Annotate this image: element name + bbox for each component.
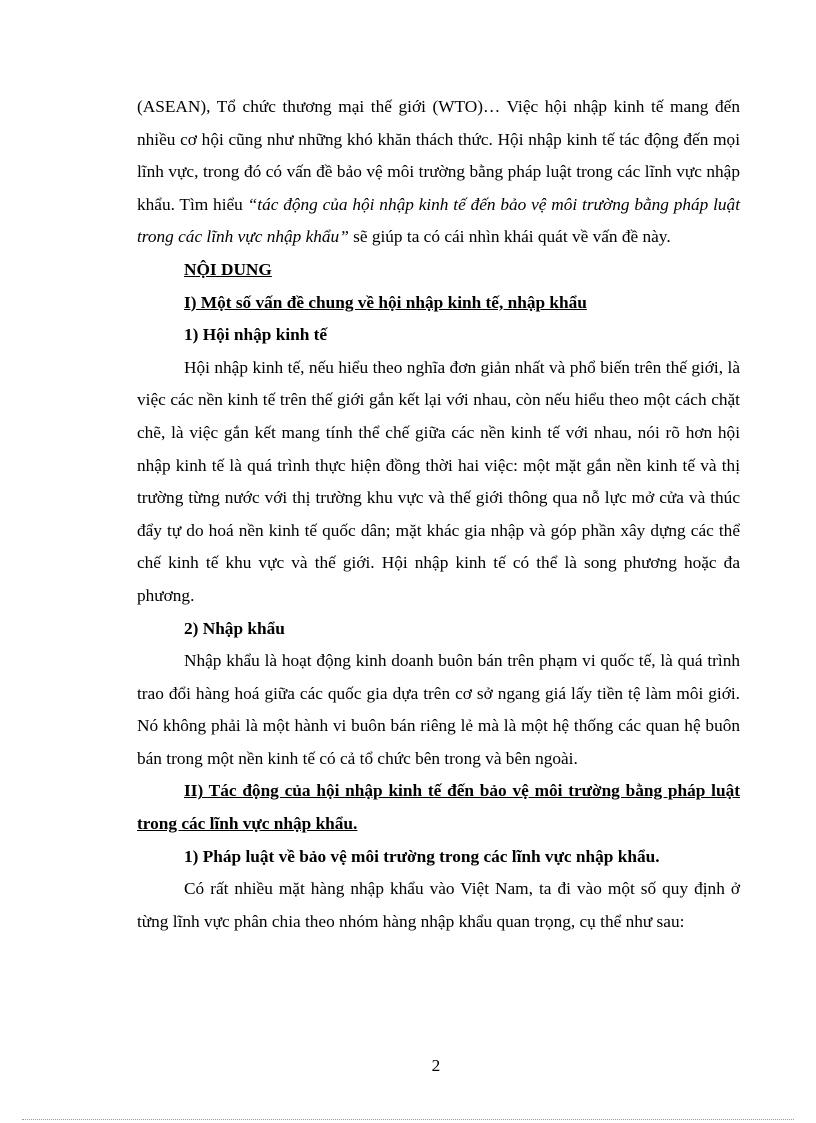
page-bottom-divider (22, 1119, 794, 1120)
section1-sub1-body: Hội nhập kinh tế, nếu hiểu theo nghĩa đơn giản nhất và phổ biến trên thế giới, là việc các nền kinh tế trên thế giới gắn kết lại với nhau, còn nếu hiểu theo một cách chặt chẽ, là việc gắn kết mang tính thể chế giữa các nền kinh tế với nhau, nói rõ hơn hội nhập kinh tế là quá trình thực hiện đồng thời hai việc: một mặt gắn nền kinh tế và thị trường từng nước với thị trường khu vực và thế giới thông qua nỗ lực mở cửa và thúc đẩy tự do hoá nền kinh tế quốc dân; mặt khác gia nhập và góp phần xây dựng các thể chế kinh tế khu vực và thế giới. Hội nhập kinh tế có thể là song phương hoặc đa phương. (137, 357, 740, 605)
document-page (137, 91, 740, 938)
section1-heading: I) Một số vấn đề chung về hội nhập kinh tế, nhập khẩu (184, 292, 587, 312)
page-number: 2 (431, 1056, 441, 1075)
intro-text-before: (ASEAN), Tổ chức thương mại thế giới (WTO)… Việc hội nhập kinh tế mang đến nhiều cơ hội cũng như những khó khăn thách thức. Hội nhập kinh tế tác động đến mọi lĩnh vực, trong đó có vấn đề bảo vệ môi trường bằng pháp luật trong các lĩnh vực nhập khẩu. Tìm hiểu (137, 97, 740, 214)
main-section-heading: NỘI DUNG (184, 259, 272, 279)
section2-sub1-heading: 1) Pháp luật về bảo vệ môi trường trong các lĩnh vực nhập khẩu. (184, 846, 660, 866)
section1-sub2-heading: 2) Nhập khẩu (184, 618, 285, 638)
intro-text-after: sẽ giúp ta có cái nhìn khái quát về vấn đề này. (348, 227, 671, 247)
intro-paragraph (137, 91, 740, 254)
intro-italic-quote: “tác động của hội nhập kinh tế đến bảo vệ môi trường bằng pháp luật trong các lĩnh vực nhập khẩu” (137, 194, 740, 247)
section2-heading: II) Tác động của hội nhập kinh tế đến bảo vệ môi trường bằng pháp luật trong các lĩnh vực nhập khẩu. (137, 781, 740, 834)
section2-sub1-body: Có rất nhiều mặt hàng nhập khẩu vào Việt Nam, ta đi vào một số quy định ở từng lĩnh vực phân chia theo nhóm hàng nhập khẩu quan trọng, cụ thể như sau: (137, 879, 740, 931)
section1-sub2-body: Nhập khẩu là hoạt động kinh doanh buôn bán trên phạm vi quốc tế, là quá trình trao đổi hàng hoá giữa các quốc gia dựa trên cơ sở ngang giá lấy tiền tệ làm môi giới. Nó không phải là một hành vi buôn bán riêng lẻ mà là một hệ thống các quan hệ buôn bán trong một nền kinh tế có cả tổ chức bên trong và bên ngoài. (137, 651, 740, 768)
section1-sub1-heading: 1) Hội nhập kinh tế (184, 325, 328, 345)
